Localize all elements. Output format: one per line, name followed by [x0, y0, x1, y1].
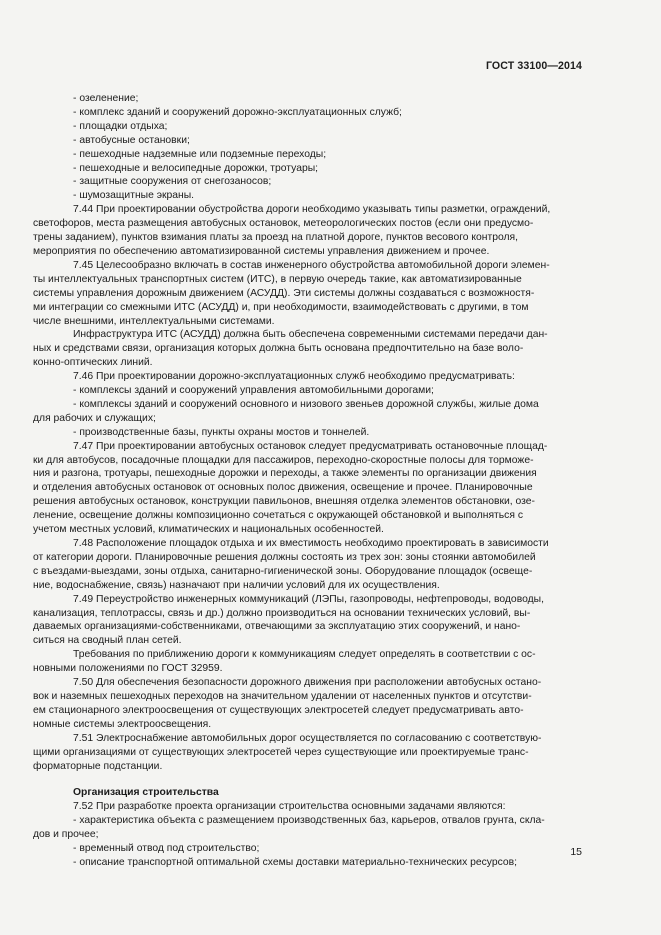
page-number: 15 — [570, 846, 582, 858]
paragraph-list-item: - временный отвод под строительство; — [73, 843, 260, 855]
paragraph-list-item: - характеристика объекта с размещением производственных баз, карьеров, отвалов грунта, скла- дов и прочее; — [33, 815, 545, 841]
list-item: - защитные сооружения от снегозаносов; — [73, 176, 272, 188]
list-item: - площадки отдыха; — [73, 120, 168, 132]
section-heading: Организация строительства — [73, 787, 219, 799]
list-item: - озеленение; — [73, 93, 139, 104]
paragraph-7-45: 7.45 Целесообразно включать в состав инженерного обустройства автомобильной дороги элемен- ты интеллектуальных транспортных систем (ИТС), в первую очередь такие, как автоматизированные системы управления дорожным движением (АСУДД). Эти системы должны создаваться с возможностя- ми интеграции со смежными ИТС (АСУДД) и, при необходимости, взаимодействовать с другими, в том числе внешними, интеллектуальными системами. — [33, 259, 550, 327]
paragraph-list-item: - производственные базы, пункты охраны мостов и тоннелей. — [73, 426, 370, 438]
document-body — [33, 92, 582, 870]
list-item: - пешеходные надземные или подземные переходы; — [73, 148, 327, 160]
paragraph-7-49: 7.49 Переустройство инженерных коммуникаций (ЛЭПы, газопроводы, нефтепроводы, водоводы, канализация, теплотрассы, связь и др.) должно производиться на основании технических условий, вы- даваемых организациями-собственниками, отвечающими за эксплуатацию этих сооружений, и нано- ситься на сводный план сетей. — [33, 593, 544, 647]
paragraph-7-51: 7.51 Электроснабжение автомобильных дорог осуществляется по согласованию с соответствую- щими организациями от существующих электросетей через существующие или проектируемые транс- форматорные подстанции. — [33, 732, 542, 772]
document-standard-header: ГОСТ 33100—2014 — [485, 60, 582, 72]
list-item: - комплекс зданий и сооружений дорожно-эксплуатационных служб; — [73, 106, 402, 118]
paragraph-7-47: 7.47 При проектировании автобусных остановок следует предусматривать остановочные площад- ки для автобусов, посадочные площадки для пассажиров, переходно-скоростные полосы для торможе- ния и разгона, тротуары, пешеходные дорожки и переходы, а также элементы по организации движения и отделения автобусных остановок от основных полос движения, освещение и прочее. Планировочные решения автобусных остановок, конструкции павильонов, внешняя отделка элементов обстановки, озе- ленение, освещение должны композиционно сочетаться с окружающей обстановкой и выполняться с учетом местных условий, климатических и национальных особенностей. — [33, 440, 548, 536]
paragraph-7-52: 7.52 При разработке проекта организации строительства основными задачами являются: — [73, 801, 506, 813]
paragraph-7-46: 7.46 При проектировании дорожно-эксплуатационных служб необходимо предусматривать: — [73, 371, 515, 383]
paragraph-communications-requirements: Требования по приближению дороги к коммуникациям следует определять в соответствии с ос- новными положениями по ГОСТ 32959. — [33, 649, 536, 675]
list-item: - пешеходные и велосипедные дорожки, тротуары; — [73, 162, 319, 174]
list-item: - автобусные остановки; — [73, 134, 190, 146]
paragraph-list-item: - комплексы зданий и сооружений управления автомобильными дорогами; — [73, 385, 434, 397]
paragraph-list-item: - комплексы зданий и сооружений основного и низового звеньев дорожной службы, жилые дома для рабочих и служащих; — [33, 398, 539, 424]
paragraph-7-44: 7.44 При проектировании обустройства дороги необходимо указывать типы разметки, ограждений, светофоров, места размещения автобусных остановок, метеорологических постов (если они предусмо- трены заданием), пунктов взимания платы за проезд на платной дороге, пунктов весового контроля, мероприятия по обеспечению автоматизированной системы управления движением и прочее. — [33, 204, 551, 257]
list-item: - шумозащитные экраны. — [73, 190, 195, 202]
paragraph-7-48: 7.48 Расположение площадок отдыха и их вместимость необходимо проектировать в зависимости от категории дороги. Планировочные решения должны состоять из трех зон: зоны стоянки автомобилей с въездами-выездами, зоны отдыха, санитарно-гигиенической зоны. Оборудование площадок (освеще- ние, водоснабжение, связь) назначают при наличии условий для их осуществления. — [33, 538, 549, 591]
paragraph-list-item: - описание транспортной оптимальной схемы доставки материально-технических ресурсов; — [73, 856, 518, 868]
paragraph-its-infrastructure: Инфраструктура ИТС (АСУДД) должна быть обеспечена современными системами передачи дан- ных и средствами связи, организация которых должна быть основана предпочтительно на базе воло- конно-оптических линий. — [33, 329, 548, 369]
paragraph-7-50: 7.50 Для обеспечения безопасности дорожного движения при расположении автобусных остано- вок и наземных пешеходных переходов на значительном удалении от населенных пунктов и отсутстви- ем стационарного электроосвещения от существующих электросетей следует предусматривать авто- номные системы электроосвещения. — [33, 677, 542, 730]
